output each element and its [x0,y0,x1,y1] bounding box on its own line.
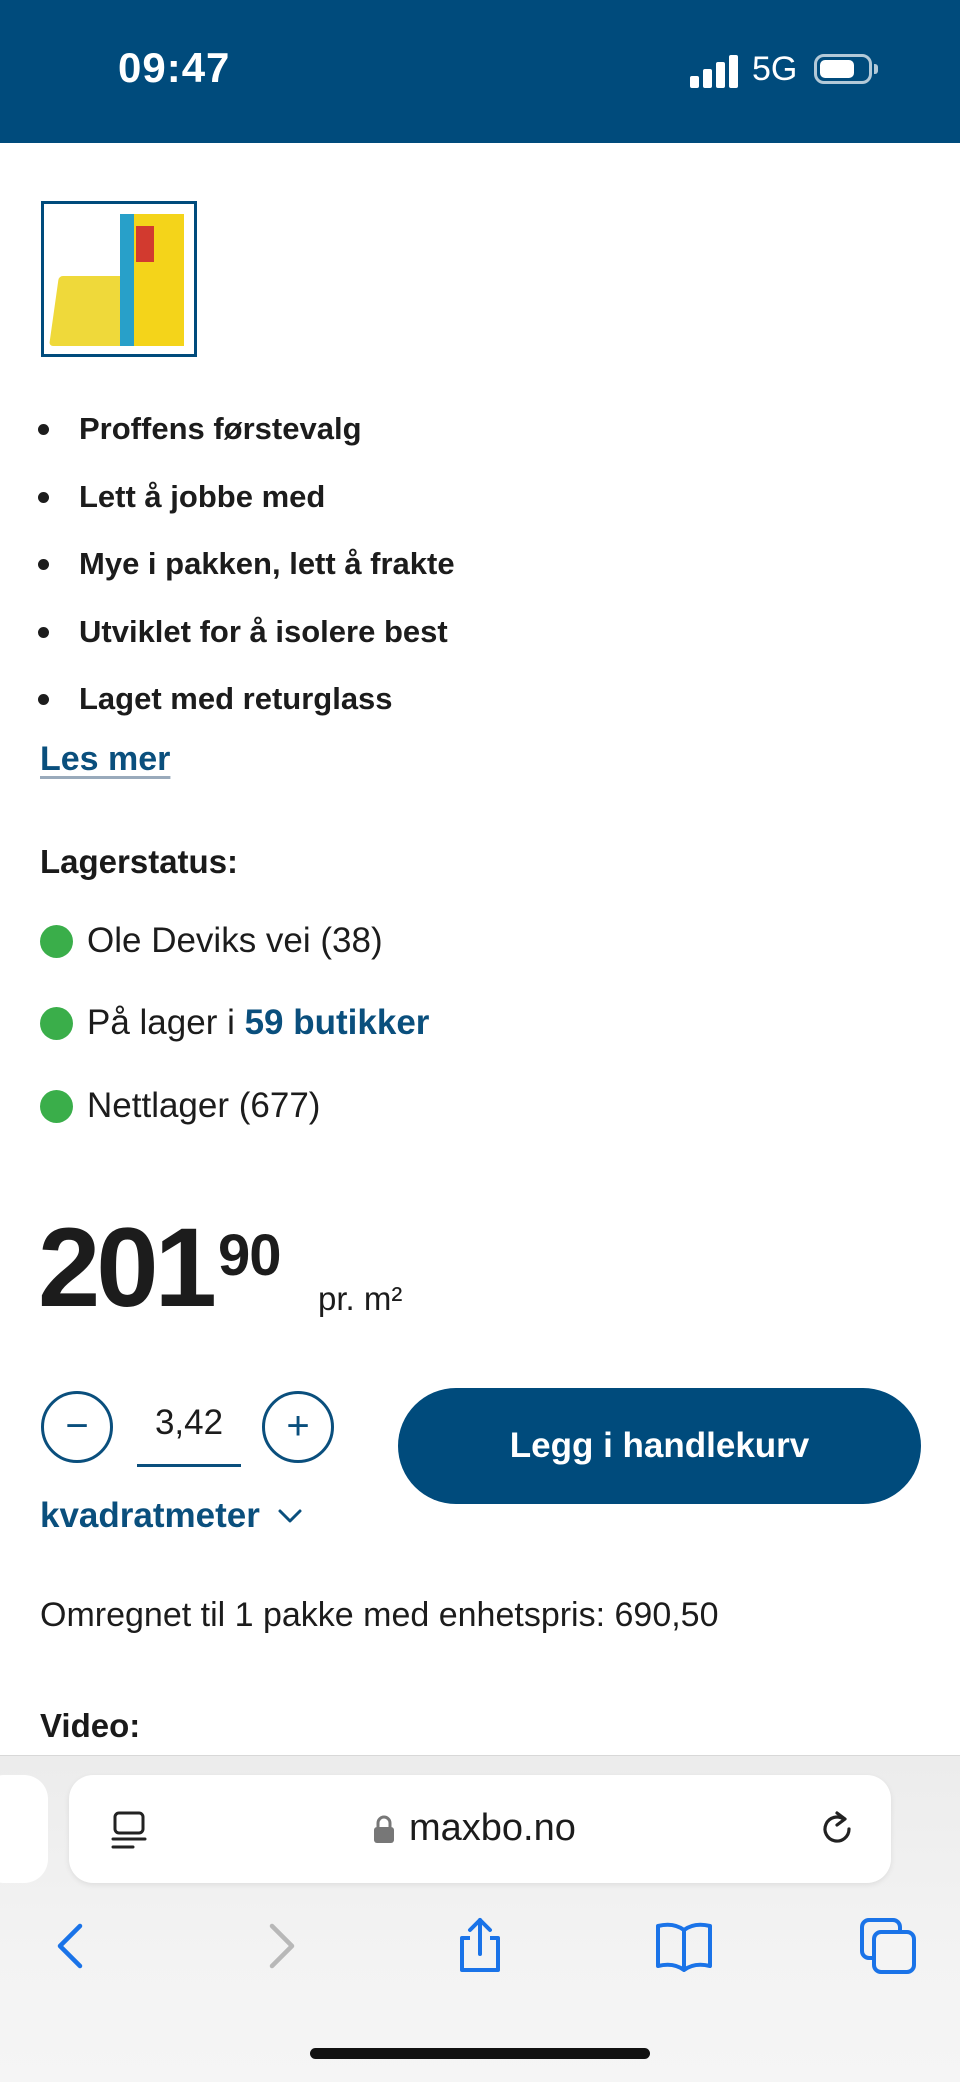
stock-title: Lagerstatus: [40,843,239,880]
price-unit: pr. m² [318,1280,403,1317]
browser-chrome [0,1755,960,2082]
unit-select[interactable] [40,1496,304,1536]
stock-store [40,921,383,961]
previous-tab[interactable] [0,1775,48,1883]
reload-icon[interactable] [815,1807,859,1851]
status-bar [0,0,960,143]
increase-quantity-button[interactable]: + [262,1391,334,1463]
chevron-down-icon [276,1502,304,1530]
price-whole: 201 [38,1205,213,1330]
add-to-cart-button[interactable]: Legg i handlekurv [398,1388,921,1504]
home-indicator [310,2048,650,2059]
bookmarks-icon[interactable] [654,1916,714,1976]
decrease-quantity-button[interactable]: − [41,1391,113,1463]
stock-prefix: På lager i [87,1003,245,1042]
signal-icon [690,54,738,88]
feature-item: Lett å jobbe med [38,473,455,541]
read-more-link[interactable]: Les mer [40,740,171,778]
conversion-text: Omregnet til 1 pakke med enhetspris: 690,50 [40,1596,719,1634]
feature-item: Mye i pakken, lett å frakte [38,540,455,608]
in-stock-dot-icon [40,925,73,958]
feature-item: Utviklet for å isolere best [38,608,455,676]
feature-item: Proffens førstevalg [38,405,455,473]
url-text[interactable]: maxbo.no [409,1807,576,1849]
product-thumbnail[interactable] [41,201,197,357]
back-icon[interactable] [42,1916,102,1976]
unit-select-label: kvadratmeter [40,1496,260,1535]
price-cents: 90 [218,1223,281,1288]
stock-online-text: Nettlager (677) [87,1086,321,1125]
address-bar[interactable] [69,1775,891,1883]
share-icon[interactable] [450,1916,510,1976]
feature-item: Laget med returglass [38,675,455,743]
stores-link[interactable]: 59 butikker [244,1003,430,1042]
video-title: Video: [40,1707,141,1744]
stock-stores [40,1003,429,1043]
forward-icon[interactable] [250,1916,310,1976]
network-label: 5G [752,50,798,88]
status-time: 09:47 [118,44,231,91]
package-stripe [120,214,134,346]
package-label [136,226,154,262]
in-stock-dot-icon [40,1090,73,1123]
stock-online [40,1086,320,1126]
tabs-icon[interactable] [858,1916,918,1976]
stock-store-text: Ole Deviks vei (38) [87,921,383,960]
quantity-input[interactable]: 3,42 [137,1398,241,1467]
page-menu-icon[interactable] [109,1809,151,1851]
battery-icon [814,54,872,84]
lock-icon [372,1815,396,1845]
feature-list [38,405,455,743]
in-stock-dot-icon [40,1007,73,1040]
